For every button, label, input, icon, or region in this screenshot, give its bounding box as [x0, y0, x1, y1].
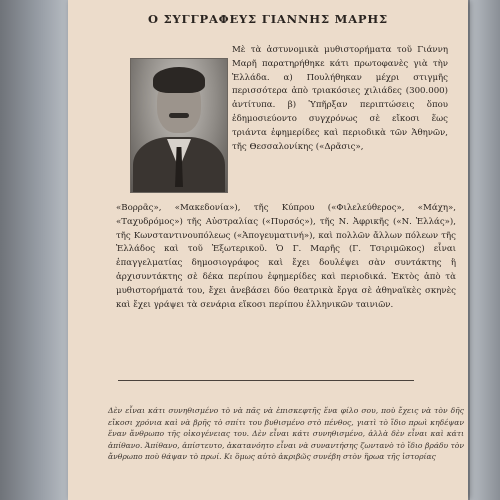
photo-mustache	[169, 113, 189, 118]
page-title: Ο ΣΥΓΓΡΑΦΕΥΣ ΓΙΑΝΝΗΣ ΜΑΡΗΣ	[148, 12, 388, 26]
book-back-cover	[68, 0, 468, 500]
author-bio-body: «Βορρᾶς», «Μακεδονία»), τῆς Κύπρου («Φιλελεύθερος», «Μάχη», «Ταχυδρόμος») τῆς Αὐστραλίας («Πυρσός»), τῆς Ν. Ἀφρικῆς («Ν. Ἑλλάς»), τῆς Κωνσταντινουπόλεως («Ἀπογευματινή»), καὶ πολλῶν ἄλλων πόλεων τῆς Ἑλλάδος καὶ τοῦ Ἐξωτερικοῦ. Ὁ Γ. Μαρῆς (Γ. Τσιριμῶκος) εἶναι ἐπαγγελματίας δημοσιογράφος καὶ ἔχει δουλέψει σὰν συντάκτης ἢ ἀρχισυντάκτης σὲ δέκα περίπου ἐφημερίδες καὶ περιοδικά. Ἐκτὸς ἀπὸ τὰ μυθιστορήματά του, ἔχει ἀνεβάσει δύο θεατρικὰ ἔργα σὲ ἀθηναϊκὲς σκηνὲς καὶ ἔχει γράψει τὰ σενάρια εἴκοσι περίπου ἑλληνικῶν ταινιῶν.	[116, 203, 456, 310]
background-left	[0, 0, 70, 500]
author-photo	[130, 58, 228, 193]
photo-hair	[153, 67, 205, 93]
story-excerpt: Δὲν εἶναι κάτι συνηθισμένο τὸ νὰ πᾶς νὰ ἐπισκεφτῆς ἕνα φίλο σου, ποὺ ἔχεις νὰ τὸν δῆς εἴκοσι χρόνια καὶ νὰ βρῆς τὸ σπίτι του βυθισμένο στὸ πένθος, γιατὶ τὸ ἴδιο πρωὶ κηδέψαν ἕναν ἄνθρωπο τῆς οἰκογένειας του. Δὲν εἶναι κάτι συνηθισμένο, ἀλλὰ δὲν εἶναι καὶ κάτι ἀπίθανο. Ἀπίθανο, ἀπίστευτο, ἀκατανόητο εἶναι νὰ συναντήσης ζωντανὸ τὸ ἴδιο βράδυ τὸν ἄνθρωπο ποὺ θάψαν τὸ πρωί. Κι ὅμως αὐτὸ ἀκριβῶς συνέβη στὸν ἥρωα τῆς ἱστορίας	[108, 406, 464, 462]
author-bio-intro: Μὲ τὰ ἀστυνομικὰ μυθιστορήματα τοῦ Γιάννη Μαρῆ παρατηρήθηκε κάτι πρωτοφανὲς γιὰ τὴν Ἑλλάδα. α) Πουλήθηκαν μέχρι στιγμῆς περισσότερα ἀπὸ τριακόσιες χιλιάδες (300.000) ἀντίτυπα. β) Ὑπῆρξαν περιπτώσεις ὅπου ἐδημοσιεύοντο συγχρόνως σὲ εἴκοσι ἕως τριάντα ἐφημερίδες καὶ περιοδικὰ τῶν Ἀθηνῶν, τῆς Θεσσαλονίκης («Δρᾶσις»,	[232, 45, 448, 152]
background-right	[470, 0, 500, 500]
section-divider	[118, 380, 414, 381]
